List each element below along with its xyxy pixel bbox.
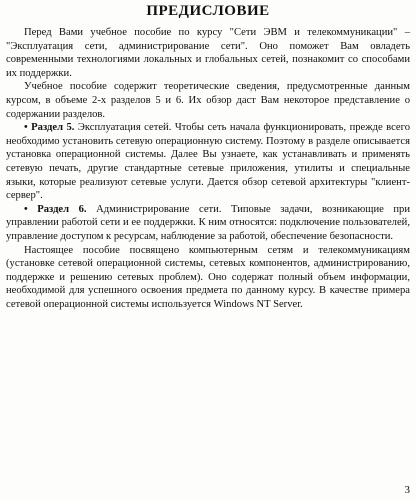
paragraph-text: Администрирование сети. Типовые задачи, возникающие при управлении работой сети и ее поддержки. К ним относятся: подключение пользователей, управление доступом к ресурсам, наблюдение за работой, обеспечение безопасности. bbox=[6, 203, 410, 242]
paragraph-text: Эксплуатация сетей. Чтобы сеть начала функционировать, прежде всего необходимо установить сетевую операционную систему. Поэтому в разделе описывается установка операционной системы. Далее Вы узнаете, как устанавливать и применять сетевую печать, другие стандартные сетевые приложения, утилиты и специальные языки, которые реализуют сетевые услуги. Дается обзор сетевой архитектуры "клиент-сервер". bbox=[6, 122, 410, 202]
page-title: ПРЕДИСЛОВИЕ bbox=[146, 3, 270, 19]
section-6-lead: • Раздел 6. bbox=[24, 203, 87, 215]
body-text bbox=[6, 26, 410, 311]
paragraph-text: Учебное пособие содержит теоретические сведения, предусмотренные данным курсом, в объеме 2-х разделов 5 и 6. Их обзор даст Вам некоторое представление о содержании разделов. bbox=[6, 81, 410, 120]
paragraph-section-5 bbox=[6, 121, 410, 203]
paragraph-intro bbox=[6, 26, 410, 80]
section-5-lead: • Раздел 5. bbox=[24, 122, 75, 134]
paragraph-text: Перед Вами учебное пособие по курсу "Сети ЭВМ и телекоммуникации" – "Эксплуатация сети, администрирование сети". Оно поможет Вам овладеть современными технологиями локальных и глобальных сетей, познакомит со способами их поддержки. bbox=[6, 27, 410, 79]
paragraph-overview bbox=[6, 80, 410, 121]
paragraph-section-6 bbox=[6, 203, 410, 244]
paragraph-summary bbox=[6, 244, 410, 312]
paragraph-text: Настоящее пособие посвящено компьютерным сетям и телекоммуникациям (установке сетевой операционной системы, сетевых компонентов, администрированию, поддержке и решению сетевых проблем). Оно содержат полный объем информации, необходимой для успешного освоения предмета по данному курсу. В качестве примера сетевой операционной системы используется Windows NT Server. bbox=[6, 244, 410, 310]
page-number: 3 bbox=[404, 484, 410, 496]
